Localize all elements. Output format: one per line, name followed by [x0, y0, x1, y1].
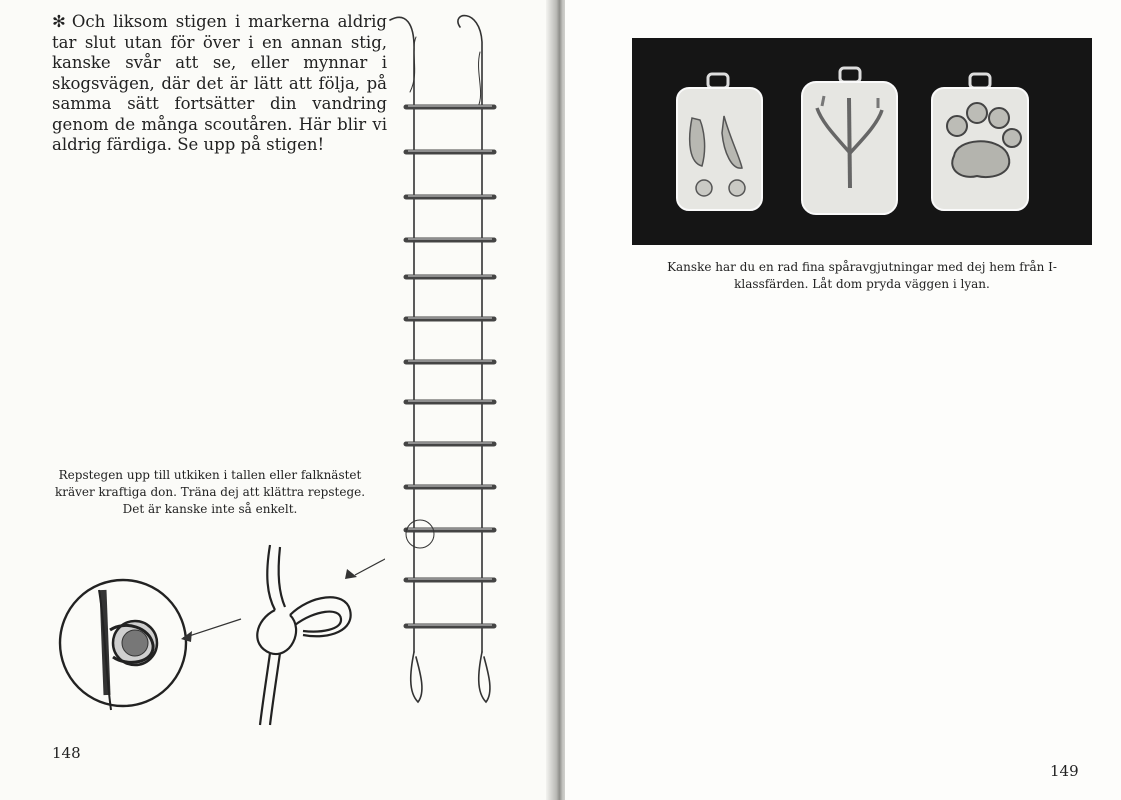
asterism-icon: ✻	[52, 12, 66, 31]
ladder-caption: Repstegen upp till utkiken i tallen eller falknästet kräver kraftiga don. Träna dej att klättra repstege. Det är kanske inte så enkelt.	[54, 468, 366, 516]
knot-detail-icon	[55, 535, 385, 740]
left-page	[0, 0, 553, 800]
page-number-left: 148	[52, 744, 81, 762]
intro-paragraph	[52, 12, 387, 156]
intro-text: Och liksom stigen i markerna aldrig tar slut utan för över i en annan stig, kanske svår att se, eller mynnar i skogsvägen, där det är lätt att följa, på samma sätt fortsätter din vandring genom de många scoutåren. Här blir vi aldrig färdiga. Se upp på stigen!	[52, 12, 387, 154]
page-number-right: 149	[1050, 762, 1079, 780]
track-casts-icon	[632, 38, 1092, 245]
rope-ladder-icon	[380, 12, 520, 712]
casts-caption: Kanske har du en rad fina spåravgjutningar med dej hem från I-klassfärden. Låt dom pryda väggen i lyan.	[667, 260, 1057, 291]
